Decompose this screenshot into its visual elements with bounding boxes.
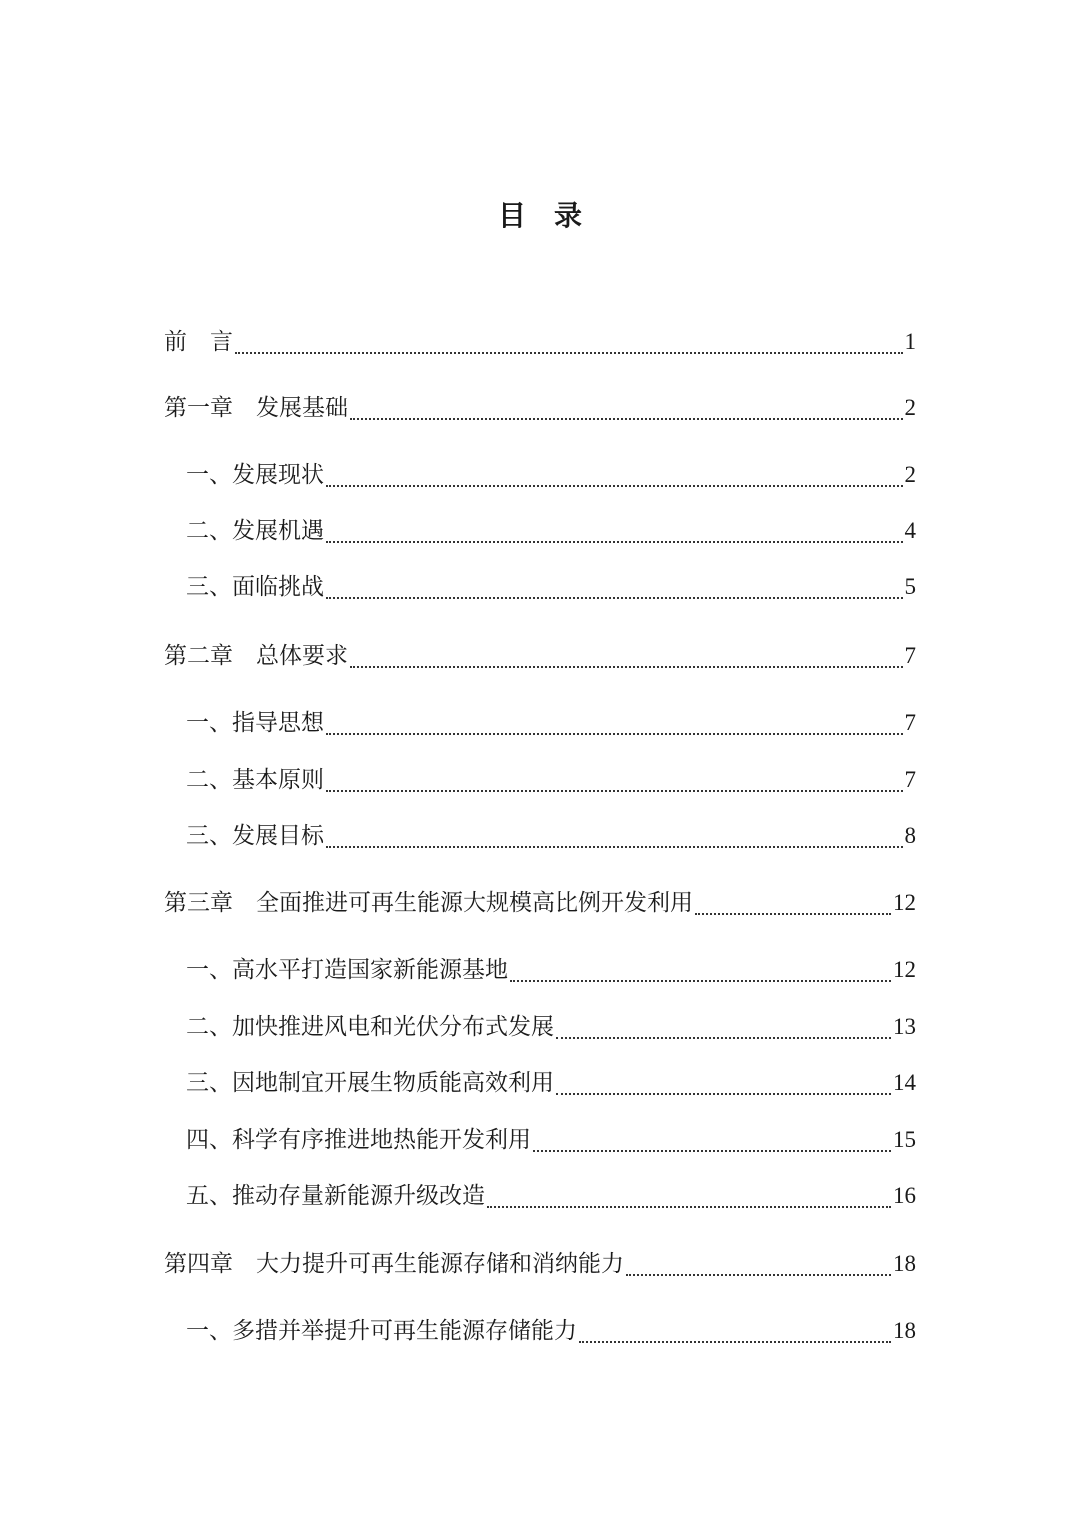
toc-page-number: 18 <box>893 1251 916 1276</box>
page-title: 目 录 <box>497 199 582 232</box>
dot-leader <box>510 980 891 982</box>
toc-page-number: 8 <box>904 823 916 848</box>
toc-entry-label: 二、发展机遇 <box>186 518 324 544</box>
toc-entry-label: 前 言 <box>164 329 233 355</box>
dot-leader <box>556 1037 891 1039</box>
toc-entry-section[interactable] <box>186 455 916 495</box>
toc-page-number: 4 <box>904 518 916 543</box>
dot-leader <box>695 913 891 915</box>
toc-entry-chapter-4[interactable] <box>164 1244 916 1284</box>
toc-entry-section[interactable] <box>186 567 916 607</box>
toc-page-number: 18 <box>893 1318 916 1343</box>
dot-leader <box>579 1341 891 1343</box>
toc-entry-section[interactable] <box>186 1176 916 1216</box>
dot-leader <box>326 790 903 792</box>
toc-entry-label: 一、发展现状 <box>186 462 324 488</box>
toc-entry-section[interactable] <box>186 1311 916 1351</box>
toc-entry-section[interactable] <box>186 950 916 990</box>
toc-entry-label: 三、因地制宜开展生物质能高效利用 <box>186 1070 554 1096</box>
dot-leader <box>326 485 903 487</box>
dot-leader <box>556 1093 891 1095</box>
toc-page-number: 14 <box>893 1070 916 1095</box>
dot-leader <box>326 733 903 735</box>
toc-entry-section[interactable] <box>186 1120 916 1160</box>
dot-leader <box>326 597 903 599</box>
toc-entry-chapter-1[interactable] <box>164 388 916 428</box>
toc-page-number: 7 <box>904 767 916 792</box>
toc-page-number: 1 <box>904 329 916 354</box>
dot-leader <box>487 1206 891 1208</box>
toc-page-number: 7 <box>904 710 916 735</box>
toc-entry-label: 第一章 发展基础 <box>164 395 348 421</box>
toc-page-number: 2 <box>904 395 916 420</box>
dot-leader <box>350 418 903 420</box>
toc-page-number: 12 <box>893 890 916 915</box>
toc-entry-label: 四、科学有序推进地热能开发利用 <box>186 1127 531 1153</box>
toc-entry-preface[interactable] <box>164 322 916 362</box>
toc-page-number: 13 <box>893 1014 916 1039</box>
dot-leader <box>326 541 903 543</box>
toc-page-number: 5 <box>904 574 916 599</box>
toc-page-number: 7 <box>904 643 916 668</box>
toc-entry-label: 五、推动存量新能源升级改造 <box>186 1183 485 1209</box>
toc-entry-section[interactable] <box>186 1007 916 1047</box>
toc-entry-label: 第三章 全面推进可再生能源大规模高比例开发利用 <box>164 890 693 916</box>
toc-entry-section[interactable] <box>186 703 916 743</box>
dot-leader <box>626 1274 891 1276</box>
toc-entry-section[interactable] <box>186 511 916 551</box>
toc-page-number: 15 <box>893 1127 916 1152</box>
toc-entry-label: 第四章 大力提升可再生能源存储和消纳能力 <box>164 1251 624 1277</box>
toc-entry-section[interactable] <box>186 760 916 800</box>
toc-entry-label: 一、多措并举提升可再生能源存储能力 <box>186 1318 577 1344</box>
toc-entry-section[interactable] <box>186 816 916 856</box>
toc-entry-chapter-3[interactable] <box>164 883 916 923</box>
toc-page-number: 12 <box>893 957 916 982</box>
toc-page-number: 16 <box>893 1183 916 1208</box>
toc-entry-label: 一、指导思想 <box>186 710 324 736</box>
dot-leader <box>326 846 903 848</box>
toc-entry-label: 一、高水平打造国家新能源基地 <box>186 957 508 983</box>
toc-page-number: 2 <box>904 462 916 487</box>
toc-entry-label: 三、发展目标 <box>186 823 324 849</box>
dot-leader <box>533 1150 891 1152</box>
toc-entry-label: 二、基本原则 <box>186 767 324 793</box>
toc-entry-chapter-2[interactable] <box>164 636 916 676</box>
toc-entry-label: 第二章 总体要求 <box>164 643 348 669</box>
dot-leader <box>235 352 903 354</box>
toc-entry-label: 二、加快推进风电和光伏分布式发展 <box>186 1014 554 1040</box>
toc-entry-label: 三、面临挑战 <box>186 574 324 600</box>
dot-leader <box>350 666 903 668</box>
toc-entry-section[interactable] <box>186 1063 916 1103</box>
